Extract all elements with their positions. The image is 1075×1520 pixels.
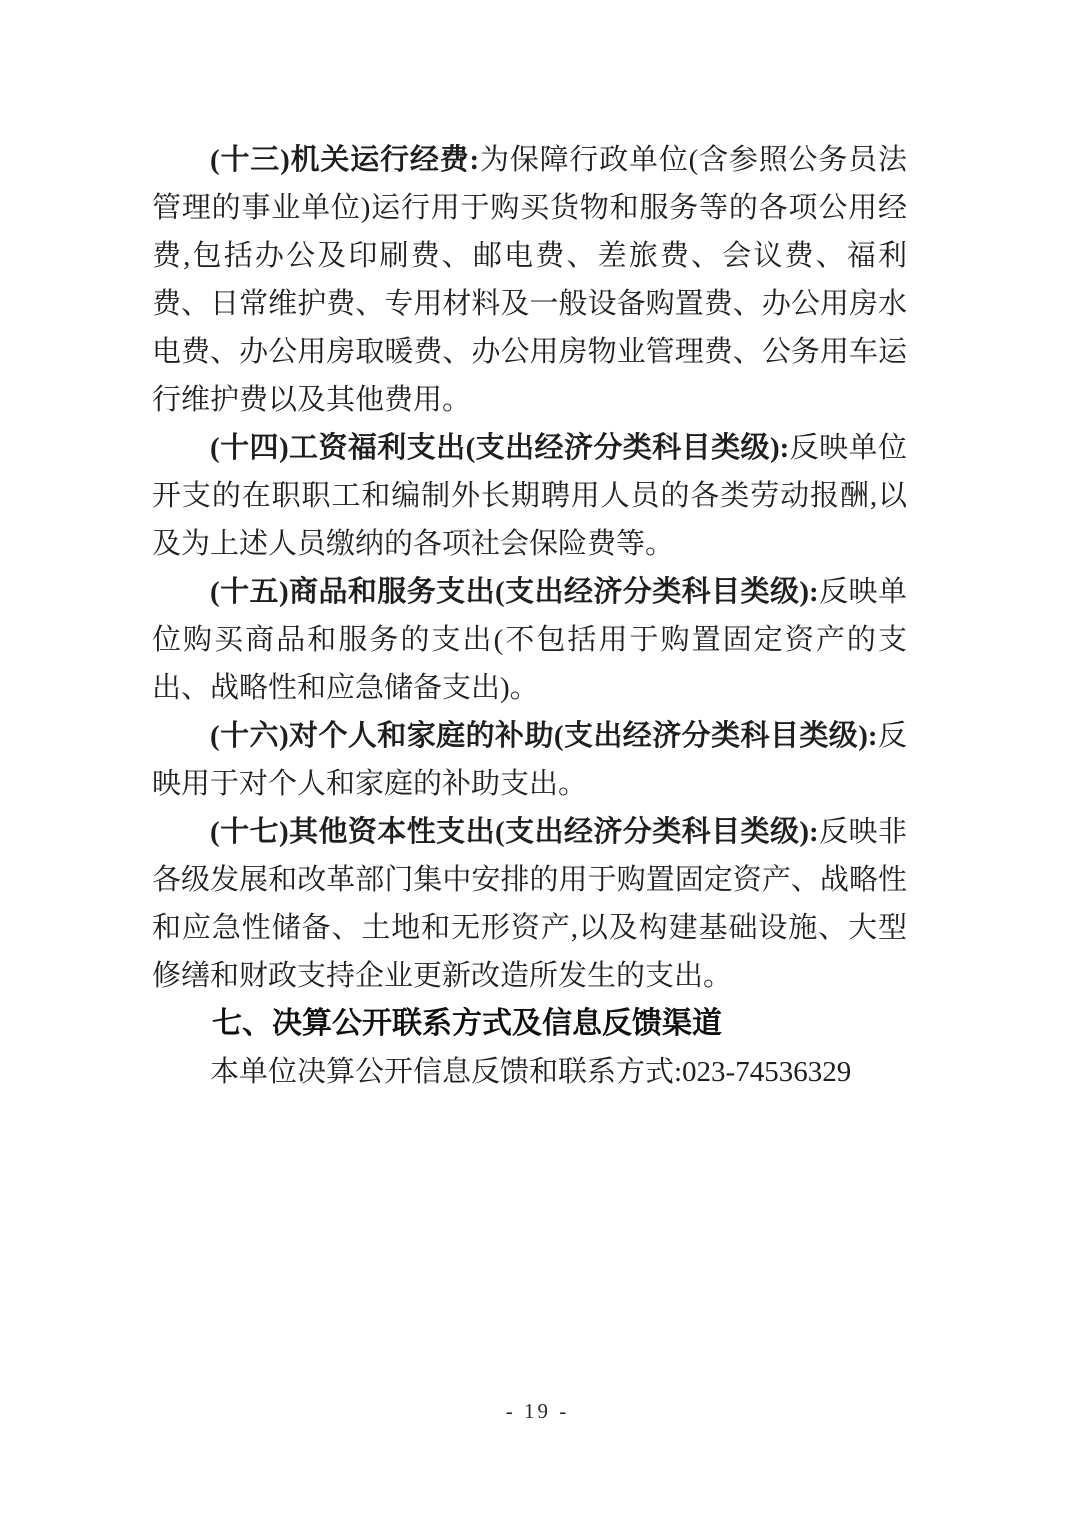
paragraph-13-lead: (十三)机关运行经费:: [210, 144, 480, 176]
paragraph-16: [152, 712, 907, 808]
paragraph-13: [152, 136, 907, 424]
paragraph-15: [152, 568, 907, 712]
paragraph-14: [152, 424, 907, 568]
paragraph-17: [152, 808, 907, 1000]
section-heading: 七、决算公开联系方式及信息反馈渠道: [212, 1007, 722, 1040]
paragraph-14-body: 反映单位开支的在职职工和编制外长期聘用人员的各类劳动报酬,以及为上述人员缴纳的各项社会保险费等。: [152, 432, 907, 560]
paragraph-16-body: 反映用于对个人和家庭的补助支出。: [152, 720, 907, 800]
document-content: [152, 136, 907, 1096]
page-footer: [0, 1396, 1075, 1426]
paragraph-15-lead: (十五)商品和服务支出(支出经济分类科目类级):: [210, 576, 819, 608]
paragraph-16-lead: (十六)对个人和家庭的补助(支出经济分类科目类级):: [210, 720, 878, 752]
page-number: - 19 -: [505, 1399, 570, 1423]
paragraph-14-lead: (十四)工资福利支出(支出经济分类科目类级):: [210, 432, 790, 464]
contact-line: 本单位决算公开信息反馈和联系方式:023-74536329: [210, 1056, 852, 1088]
paragraph-17-body: 反映非各级发展和改革部门集中安排的用于购置固定资产、战略性和应急性储备、土地和无形资产,以及构建基础设施、大型修缮和财政支持企业更新改造所发生的支出。: [152, 816, 907, 992]
paragraph-15-body: 反映单位购买商品和服务的支出(不包括用于购置固定资产的支出、战略性和应急储备支出)。: [152, 576, 907, 704]
paragraph-17-lead: (十七)其他资本性支出(支出经济分类科目类级):: [210, 816, 819, 848]
paragraph-13-body: 为保障行政单位(含参照公务员法管理的事业单位)运行用于购买货物和服务等的各项公用经费,包括办公及印刷费、邮电费、差旅费、会议费、福利费、日常维护费、专用材料及一般设备购置费、办公用房水电费、办公用房取暖费、办公用房物业管理费、公务用车运行维护费以及其他费用。: [152, 144, 907, 416]
